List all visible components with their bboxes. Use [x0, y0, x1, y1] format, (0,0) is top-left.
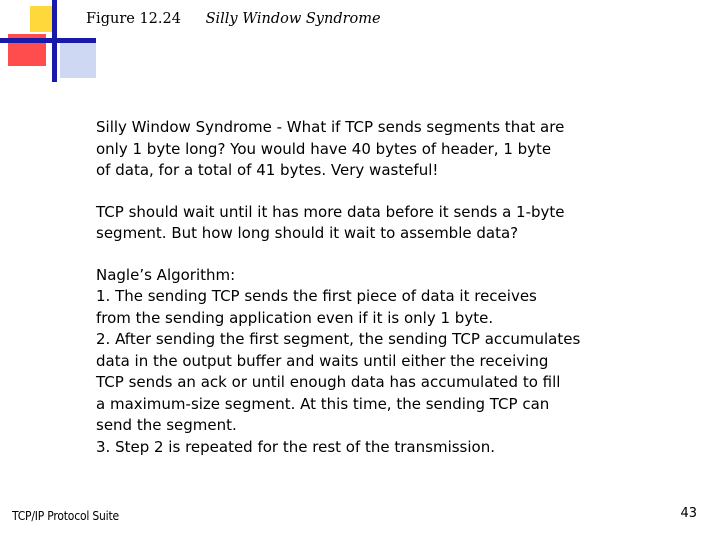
paragraph-nagle-algorithm: Nagle’s Algorithm: 1. The sending TCP sends the first piece of data it receives from the sending application even if it is only 1 byte. 2. After sending the first segment, the sending TCP accumulates data in the output buffer and waits until either the receiving TCP sends an ack or until enough data has accumulated to fill a maximum-size segment. At this time, the sending TCP can send the segment. 3. Step 2 is repeated for the rest of the transmission. — [96, 265, 581, 456]
logo-horizontal-line — [0, 38, 96, 43]
slide-body — [96, 117, 696, 478]
figure-title: Silly Window Syndrome — [205, 11, 381, 27]
paragraph-tcp-wait: TCP should wait until it has more data before it sends a 1-byte segment. But how long should it wait to assemble data? — [96, 202, 565, 242]
logo-blue-square — [60, 40, 96, 78]
page-number: 43 — [680, 506, 697, 521]
logo-yellow-square — [30, 6, 54, 32]
slide-header — [86, 11, 381, 27]
footer-suite-label: TCP/IP Protocol Suite — [12, 509, 119, 523]
figure-number: Figure 12.24 — [86, 11, 181, 27]
paragraph-silly-window: Silly Window Syndrome - What if TCP sends segments that are only 1 byte long? You would have 40 bytes of header, 1 byte of data, for a total of 41 bytes. Very wasteful! — [96, 118, 565, 179]
slide-logo-icon — [0, 0, 100, 90]
